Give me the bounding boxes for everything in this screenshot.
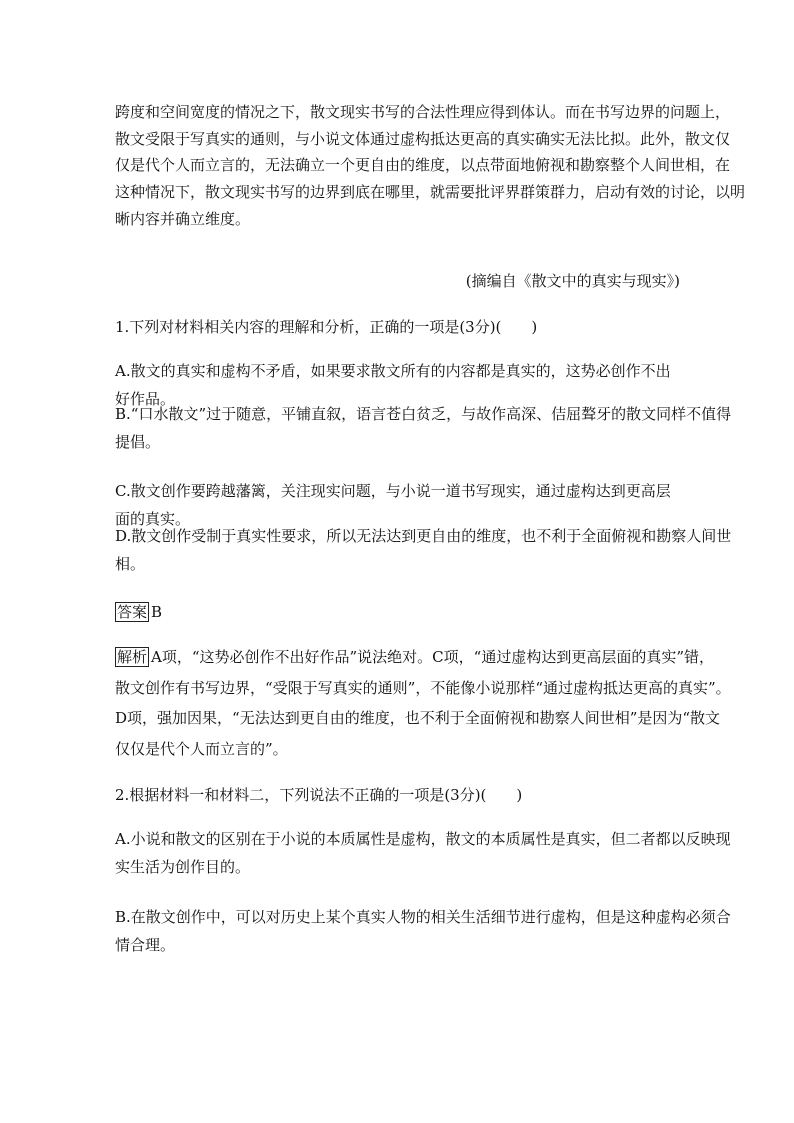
passage-line: 仅是代个人而立言的，无法确立一个更自由的维度，以点带面地俯视和勘察整个人间世相，在 — [115, 156, 731, 175]
analysis-block — [115, 642, 731, 764]
analysis-line: D项，强加因果，“无法达到更自由的维度，也不利于全面俯视和勘察人间世相”是因为“散文 — [115, 709, 721, 727]
analysis-line: 散文创作有书写边界，“受限于写真实的通则”，不能像小说那样“通过虚构抵达更高的真实”。 — [115, 678, 731, 697]
answer-value: B — [151, 603, 163, 621]
question-1-option-d — [115, 522, 732, 578]
analysis-text: A项，“这势必创作不出好作品”说法绝对。C项，“通过虚构达到更高层面的真实”错， — [151, 648, 715, 666]
question-1-stem: 1.下列对材料相关内容的理解和分析，正确的一项是(3分)( ) — [115, 318, 538, 336]
option-line: 相。 — [115, 555, 146, 573]
option-line: A.小说和散文的区别在于小说的本质属性是虚构，散文的本质属性是真实，但二者都以反映现 — [115, 830, 731, 848]
analysis-line — [115, 642, 715, 673]
analysis-line: 仅仅是代个人而立言的”。 — [115, 739, 288, 758]
option-line: B.在散文创作中，可以对历史上某个真实人物的相关生活细节进行虚构，但是这种虚构必须合 — [115, 908, 731, 926]
option-line: D.散文创作受制于真实性要求，所以无法达到更自由的维度，也不利于全面俯视和勘察人间世 — [115, 527, 732, 545]
option-line: 实生活为创作目的。 — [115, 858, 251, 876]
passage-line: 跨度和空间宽度的情况之下，散文现实书写的合法性理应得到体认。而在书写边界的问题上， — [115, 103, 731, 121]
option-line: B.“口水散文”过于随意，平铺直叙，语言苍白贫乏，与故作高深、佶屈聱牙的散文同样不值得 — [115, 405, 732, 423]
option-line: 提倡。 — [115, 433, 161, 451]
question-1-option-a: A.散文的真实和虚构不矛盾，如果要求散文所有的内容都是真实的，这势必创作不出好作品。 — [115, 362, 671, 408]
passage-source: (摘编自《散文中的真实与现实》) — [465, 272, 680, 290]
passage-line: 散文受限于写真实的通则，与小说文体通过虚构抵达更高的真实确实无法比拟。此外，散文仅 — [115, 129, 731, 148]
question-2-stem: 2.根据材料一和材料二，下列说法不正确的一项是(3分)( ) — [115, 786, 523, 804]
passage-line: 这种情况下，散文现实书写的边界到底在哪里，就需要批评界群策群力，启动有效的讨论，以明 — [115, 183, 746, 202]
question-2-option-a — [115, 825, 731, 881]
question-1-option-b — [115, 400, 732, 456]
analysis-label: 解析 — [117, 648, 148, 666]
answer-row — [115, 598, 685, 626]
question-2-option-b — [115, 903, 731, 959]
question-1-option-c: C.散文创作要跨越藩篱，关注现实问题，与小说一道书写现实，通过虚构达到更高层面的真实。 — [115, 482, 671, 528]
passage-text — [115, 99, 746, 233]
answer-label: 答案 — [117, 603, 148, 621]
option-line: 情合理。 — [115, 936, 176, 954]
passage-line: 晰内容并确立维度。 — [115, 209, 251, 228]
